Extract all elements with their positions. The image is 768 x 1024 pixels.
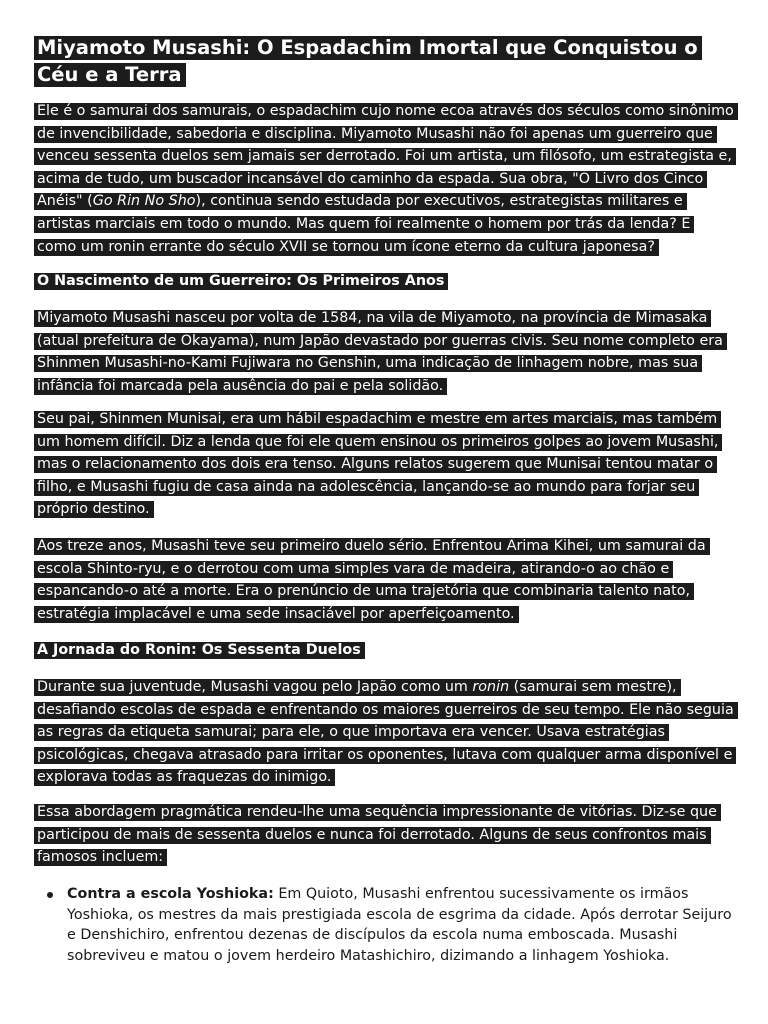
list-item-text: Em Quioto, Musashi enfrentou sucessivamente os irmãos Yoshioka, os mestres da mais prestigiada escola de esgrima da cidade. Após derrotar Seijuro e Denshichiro, enfrentou dezenas de discípulos da escola numa emboscada. Musashi sobreviveu e matou o jovem herdeiro Matashichiro, dizimando a linhagem Yoshioka. [67,886,732,964]
paragraph-ronin-1-text [34,679,738,786]
ronin-term-italic: ronin [472,679,510,695]
ronin-text-end: (samurai sem mestre), desafiando escolas de espada e enfrentando os maiores guerreiros de seu tempo. Ele não seguia as regras da etiqueta samurai; para ele, o que importava era vencer. Usava estratégias psicológicas, chegava atrasado para irritar os oponentes, lutava com qualquer arma disponível e explorava todas as fraquezas do inimigo. [37,679,734,786]
paragraph-birth-3 [34,535,734,625]
paragraph-birth-1-text: Miyamoto Musashi nasceu por volta de 1584, na vila de Miyamoto, na província de Mimasaka (atual prefeitura de Okayama), num Japão devastado por guerras civis. Seu nome completo era Shinmen Musashi-no-Kami Fujiwara no Genshin, uma indicação de linhagem nobre, mas sua infância foi marcada pela ausência do pai e pela solidão. [34,310,727,395]
section-heading-ronin [34,640,734,660]
section-heading-birth [34,271,734,291]
intro-text-end: ), continua sendo estudada por executivos, estrategistas militares e artistas marciais em todo o mundo. Mas quem foi realmente o homem por trás da lenda? E como um ronin errante do século XVII se tornou um ícone eterno da cultura japonesa? [37,193,691,255]
section-heading-ronin-text: A Jornada do Ronin: Os Sessenta Duelos [34,642,365,659]
list-item-title: Contra a escola Yoshioka: [67,886,274,902]
paragraph-ronin-1 [34,676,734,789]
ronin-text-start: Durante sua juventude, Musashi vagou pelo Japão como um [37,679,473,695]
paragraph-ronin-2-text: Essa abordagem pragmática rendeu-lhe uma sequência impressionante de vitórias. Diz-se que participou de mais de sessenta duelos e nunca foi derrotado. Alguns de seus confrontos mais famosos incluem: [34,804,721,866]
article-title-text: Miyamoto Musashi: O Espadachim Imortal que Conquistou o Céu e a Terra [34,36,702,87]
famous-duels-list [34,884,734,966]
section-heading-birth-text: O Nascimento de um Guerreiro: Os Primeiros Anos [34,273,448,290]
paragraph-birth-2-text: Seu pai, Shinmen Munisai, era um hábil espadachim e mestre em artes marciais, mas também um homem difícil. Diz a lenda que foi ele quem ensinou os primeiros golpes ao jovem Musashi, mas o relacionamento dos dois era tenso. Alguns relatos sugerem que Munisai tentou matar o filho, e Musashi fugiu de casa ainda na adolescência, lançando-se ao mundo para forjar seu próprio destino. [34,411,722,518]
intro-paragraph [34,100,734,258]
article-title [34,34,734,88]
paragraph-birth-1 [34,307,734,397]
intro-text-start: Ele é o samurai dos samurais, o espadachim cujo nome ecoa através dos séculos como sinônimo de invencibilidade, sabedoria e disciplina. Miyamoto Musashi não foi apenas um guerreiro que venceu sessenta duelos sem jamais ser derrotado. Foi um artista, um filósofo, um estrategista e, acima de tudo, um buscador incansável do caminho da espada. Sua obra, "O Livro dos Cinco Anéis" ( [37,103,734,210]
paragraph-birth-2 [34,408,734,521]
book-title-italic: Go Rin No Sho [92,193,196,210]
paragraph-ronin-2 [34,801,734,869]
paragraph-birth-3-text: Aos treze anos, Musashi teve seu primeiro duelo sério. Enfrentou Arima Kihei, um samurai da escola Shinto-ryu, e o derrotou com uma simples vara de madeira, atirando-o ao chão e espancando-o até a morte. Era o prenúncio de uma trajetória que combinaria talento nato, estratégia implacável e uma sede insaciável por aperfeiçoamento. [34,538,710,623]
list-item [34,884,734,966]
intro-paragraph-text [34,103,738,256]
